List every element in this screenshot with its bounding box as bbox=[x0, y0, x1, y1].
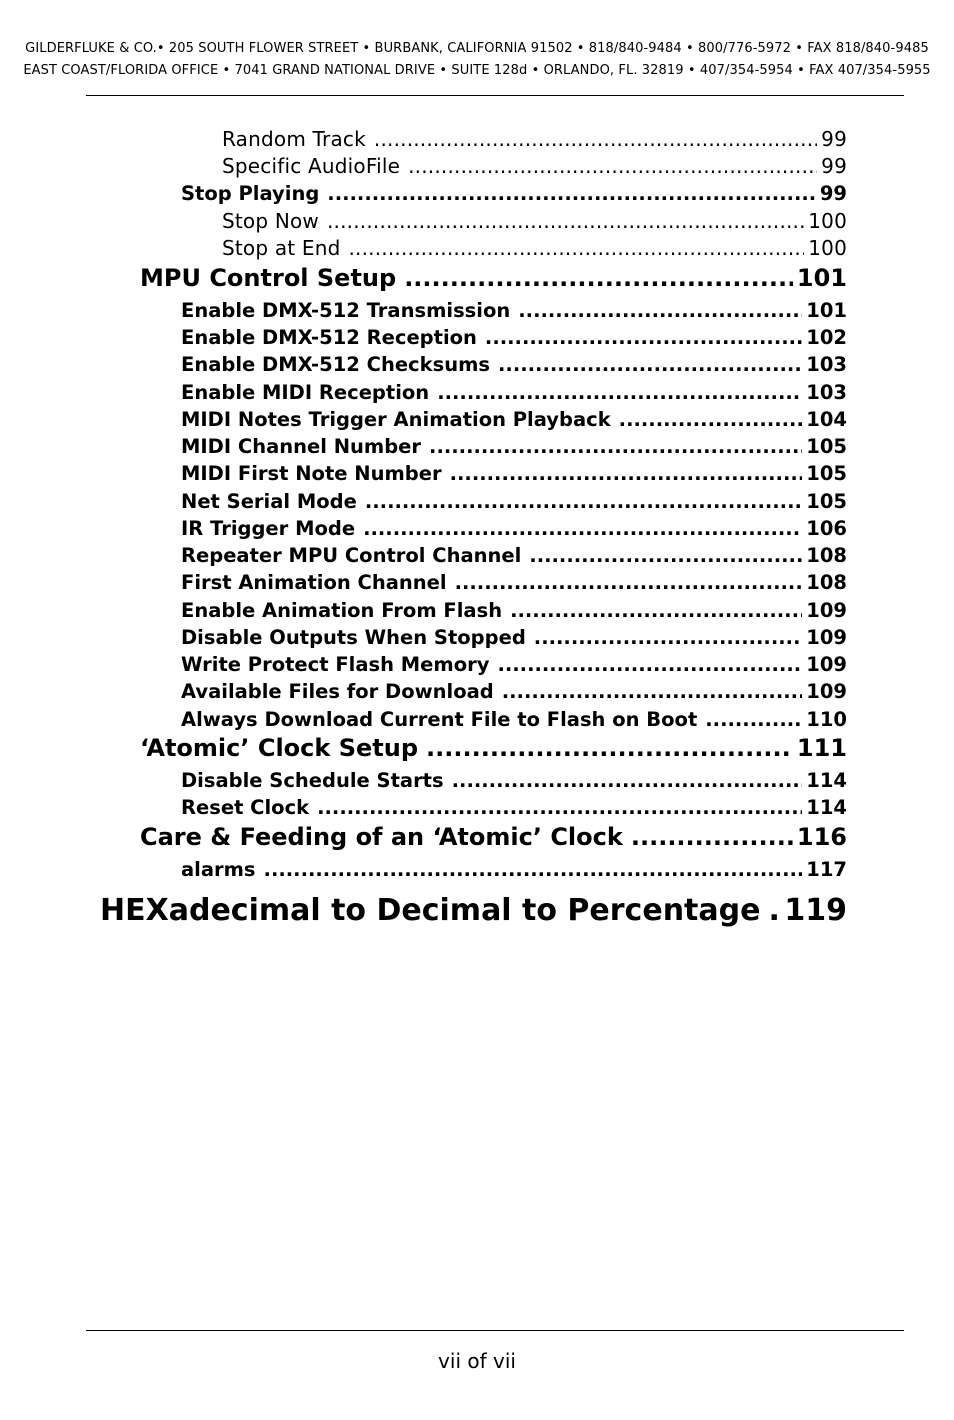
page-number: vii of vii bbox=[438, 1349, 516, 1373]
toc-entry[interactable] bbox=[181, 769, 847, 792]
toc-entry-page: 111 bbox=[796, 734, 847, 762]
toc-entry-title: Always Download Current File to Flash on Boot bbox=[181, 708, 698, 731]
toc-entry-title: Disable Outputs When Stopped bbox=[181, 626, 526, 649]
toc-entry[interactable] bbox=[140, 264, 847, 292]
toc-leader-dots bbox=[429, 435, 802, 458]
toc-entry-title: MIDI Channel Number bbox=[181, 435, 422, 458]
toc-leader-dots bbox=[502, 680, 803, 703]
toc-entry-page: 109 bbox=[806, 626, 847, 649]
toc-leader-dots bbox=[534, 626, 802, 649]
toc-leader-dots bbox=[619, 408, 803, 431]
toc-leader-dots bbox=[510, 599, 802, 622]
toc-entry[interactable] bbox=[181, 381, 847, 404]
toc-leader-dots bbox=[317, 796, 802, 819]
toc-entry-title: Stop Playing bbox=[181, 182, 320, 205]
toc-entry-page: 109 bbox=[806, 680, 847, 703]
toc-entry-page: 109 bbox=[806, 653, 847, 676]
toc-entry-page: 106 bbox=[806, 517, 847, 540]
toc-entry-page: 114 bbox=[806, 769, 847, 792]
toc-entry-page: 105 bbox=[806, 462, 847, 485]
toc-leader-dots bbox=[518, 299, 802, 322]
toc-entry-title: alarms bbox=[181, 858, 256, 881]
toc-entry-page: 100 bbox=[808, 236, 847, 260]
toc-leader-dots bbox=[455, 571, 803, 594]
toc-entry-page: 114 bbox=[806, 796, 847, 819]
toc-entry-page: 108 bbox=[806, 571, 847, 594]
toc-entry[interactable] bbox=[181, 796, 847, 819]
toc-entry[interactable] bbox=[100, 893, 847, 928]
toc-entry-page: 101 bbox=[796, 264, 847, 292]
toc-entry[interactable] bbox=[181, 626, 847, 649]
toc-entry[interactable] bbox=[222, 127, 847, 151]
toc-entry[interactable] bbox=[222, 209, 847, 233]
toc-leader-dots bbox=[264, 858, 803, 881]
toc-entry-title: ‘Atomic’ Clock Setup bbox=[140, 734, 419, 762]
toc-entry-title: Specific AudioFile bbox=[222, 154, 401, 178]
toc-entry-title: Enable DMX-512 Checksums bbox=[181, 353, 491, 376]
toc-leader-dots bbox=[768, 893, 780, 928]
toc-entry[interactable] bbox=[181, 462, 847, 485]
toc-entry[interactable] bbox=[222, 236, 847, 260]
toc-entry[interactable] bbox=[181, 680, 847, 703]
toc-leader-dots bbox=[404, 264, 793, 292]
toc-entry-title: Random Track bbox=[222, 127, 366, 151]
toc-entry-title: Repeater MPU Control Channel bbox=[181, 544, 522, 567]
toc-entry-title: IR Trigger Mode bbox=[181, 517, 356, 540]
toc-entry[interactable] bbox=[181, 435, 847, 458]
toc-leader-dots bbox=[437, 381, 802, 404]
toc-leader-dots bbox=[485, 326, 802, 349]
toc-entry[interactable] bbox=[181, 599, 847, 622]
toc-entry-title: Enable MIDI Reception bbox=[181, 381, 430, 404]
toc-entry-title: Reset Clock bbox=[181, 796, 310, 819]
toc-entry[interactable] bbox=[181, 353, 847, 376]
toc-leader-dots bbox=[705, 708, 802, 731]
toc-leader-dots bbox=[374, 127, 817, 151]
toc-entry-page: 119 bbox=[784, 893, 847, 928]
toc-entry[interactable] bbox=[181, 299, 847, 322]
toc-leader-dots bbox=[498, 353, 802, 376]
toc-leader-dots bbox=[631, 823, 793, 851]
toc-entry[interactable] bbox=[181, 517, 847, 540]
toc-entry[interactable] bbox=[181, 858, 847, 881]
toc-entry-page: 103 bbox=[806, 381, 847, 404]
toc-leader-dots bbox=[327, 209, 804, 233]
toc-entry-page: 99 bbox=[819, 182, 847, 205]
toc-entry[interactable] bbox=[181, 571, 847, 594]
toc-entry-title: Write Protect Flash Memory bbox=[181, 653, 490, 676]
toc-entry-page: 99 bbox=[821, 154, 847, 178]
toc-entry-title: Enable DMX-512 Reception bbox=[181, 326, 477, 349]
toc-entry[interactable] bbox=[222, 154, 847, 178]
toc-leader-dots bbox=[426, 734, 793, 762]
header-address-line-1: GILDERFLUKE & CO.• 205 SOUTH FLOWER STREET • BURBANK, CALIFORNIA 91502 • 818/840-9484 • 800/776-5972 • FAX 818/840-9485 bbox=[25, 41, 929, 56]
toc-entry-page: 110 bbox=[806, 708, 847, 731]
toc-entry[interactable] bbox=[181, 490, 847, 513]
toc-entry[interactable] bbox=[181, 326, 847, 349]
toc-entry-title: Stop Now bbox=[222, 209, 319, 233]
footer-divider bbox=[86, 1330, 904, 1331]
toc-leader-dots bbox=[327, 182, 816, 205]
toc-entry-title: First Animation Channel bbox=[181, 571, 447, 594]
toc-entry-title: MPU Control Setup bbox=[140, 264, 397, 292]
toc-entry-title: Stop at End bbox=[222, 236, 341, 260]
toc-entry[interactable] bbox=[140, 734, 847, 762]
toc-entry-title: MIDI First Note Number bbox=[181, 462, 442, 485]
toc-leader-dots bbox=[452, 769, 803, 792]
toc-leader-dots bbox=[408, 154, 817, 178]
header-divider bbox=[86, 95, 904, 96]
toc-entry[interactable] bbox=[181, 544, 847, 567]
toc-entry-title: Disable Schedule Starts bbox=[181, 769, 444, 792]
toc-entry[interactable] bbox=[181, 708, 847, 731]
toc-entry[interactable] bbox=[181, 408, 847, 431]
toc-leader-dots bbox=[363, 517, 802, 540]
toc-entry-title: MIDI Notes Trigger Animation Playback bbox=[181, 408, 611, 431]
toc-entry-title: Care & Feeding of an ‘Atomic’ Clock bbox=[140, 823, 623, 851]
toc-entry-title: Enable Animation From Flash bbox=[181, 599, 503, 622]
toc-entry-page: 103 bbox=[806, 353, 847, 376]
toc-entry-title: HEXadecimal to Decimal to Percentage bbox=[100, 893, 761, 928]
toc-entry-title: Enable DMX-512 Transmission bbox=[181, 299, 511, 322]
toc-entry-title: Available Files for Download bbox=[181, 680, 494, 703]
toc-leader-dots bbox=[349, 236, 805, 260]
toc-entry-title: Net Serial Mode bbox=[181, 490, 357, 513]
toc-entry-page: 117 bbox=[806, 858, 847, 881]
toc-entry-page: 104 bbox=[806, 408, 847, 431]
toc-leader-dots bbox=[450, 462, 803, 485]
toc-entry-page: 116 bbox=[796, 823, 847, 851]
toc-entry-page: 102 bbox=[806, 326, 847, 349]
toc-entry-page: 108 bbox=[806, 544, 847, 567]
toc-entry-page: 100 bbox=[808, 209, 847, 233]
toc-entry-page: 99 bbox=[821, 127, 847, 151]
toc-leader-dots bbox=[529, 544, 802, 567]
toc-entry-page: 105 bbox=[806, 435, 847, 458]
toc-entry-page: 105 bbox=[806, 490, 847, 513]
toc-entry-page: 101 bbox=[806, 299, 847, 322]
header-address-line-2: EAST COAST/FLORIDA OFFICE • 7041 GRAND NATIONAL DRIVE • SUITE 128d • ORLANDO, FL. 32819 • 407/354-5954 • FAX 407/354-5955 bbox=[23, 63, 931, 78]
toc-entry[interactable] bbox=[140, 823, 847, 851]
toc-entry-page: 109 bbox=[806, 599, 847, 622]
toc-leader-dots bbox=[365, 490, 802, 513]
toc-entry[interactable] bbox=[181, 182, 847, 205]
toc-leader-dots bbox=[497, 653, 802, 676]
toc-entry[interactable] bbox=[181, 653, 847, 676]
